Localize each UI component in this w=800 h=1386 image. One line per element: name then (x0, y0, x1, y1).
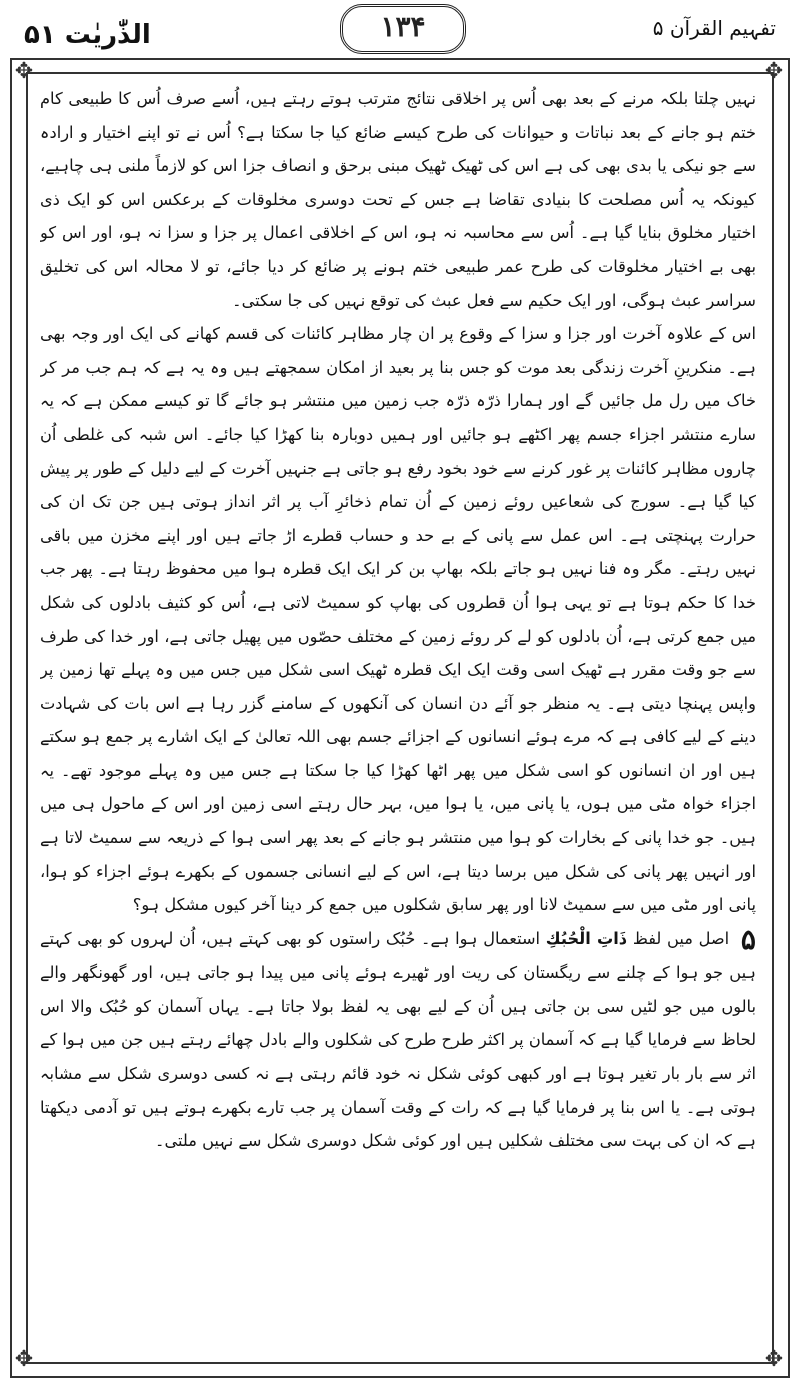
corner-ornament-icon: ✥ (14, 59, 34, 84)
footnote-number: ۵ (740, 922, 756, 956)
book-title: تفہیم القرآن ۵ (652, 16, 776, 40)
footnote (40, 922, 756, 1158)
page-number: ۱۳۴ (340, 4, 466, 54)
commentary-text (40, 82, 756, 1352)
corner-ornament-icon: ✥ (764, 1347, 784, 1372)
footnote-text-after: استعمال ہوا ہے۔ حُبُک راستوں کو بھی کہتے ہیں، اُن لہروں کو بھی کہتے ہیں جو ہوا کے چلنے سے ریگستان کی ریت اور ٹھیرے ہوئے پانی میں پیدا ہو جاتی ہیں، اور گھونگھر والے بالوں میں جو لٹیں سی بن جاتی ہیں اُن کے لیے بھی یہ لفظ بولا جاتا ہے۔ یہاں آسمان کو حُبُک والا اس لحاظ سے فرمایا گیا ہے کہ آسمان پر اکثر طرح طرح کی شکلوں والے بادل چھائے رہتے ہیں جن میں ہوا کے اثر سے بار بار تغیر ہوتا ہے اور کبھی کوئی شکل نہ خود قائم رہتی ہے نہ کسی دوسری شکل سے مشابہ ہوتی ہے۔ یا اس بنا پر فرمایا گیا ہے کہ رات کے وقت آسمان پر جب تارے بکھرے ہوتے ہیں تو آدمی دیکھتا ہے کہ ان کی بہت سی مختلف شکلیں ہیں اور کوئی شکل دوسری شکل سے نہیں ملتی۔ (40, 928, 756, 1151)
paragraph: اس کے علاوہ آخرت اور جزا و سزا کے وقوع پر ان چار مظاہر کائنات کی قسم کھانے کی ایک اور وجہ بھی ہے۔ منکرینِ آخرت زندگی بعد موت کو جس بنا پر بعید از امکان سمجھتے ہیں وہ یہ ہے کہ ہم جب مر کر خاک میں رل مل جائیں گے اور ہمارا ذرّہ ذرّہ جب زمین میں منتشر ہو جائے گا تو کیسے ممکن ہے کہ یہ سارے منتشر اجزاء جسم پھر اکٹھے ہو جائیں اور ہمیں دوبارہ بنا کھڑا کیا جائے۔ اس شبہ کی غلطی اُن چاروں مظاہر کائنات پر غور کرنے سے خود بخود رفع ہو جاتی ہے جنہیں آخرت کے لیے دلیل کے طور پر پیش کیا گیا ہے۔ سورج کی شعاعیں روئے زمین کے اُن تمام ذخائرِ آب پر اثر انداز ہوتی ہیں جن تک ان کی حرارت پہنچتی ہے۔ اس عمل سے پانی کے بے حد و حساب قطرے اڑ جاتے ہیں اور اپنے مخزن میں باقی نہیں رہتے۔ مگر وہ فنا نہیں ہو جاتے بلکہ بھاپ بن کر ایک ایک قطرہ ہوا میں محفوظ رہتا ہے۔ پھر جب خدا کا حکم ہوتا ہے تو یہی ہوا اُن قطروں کی بھاپ کو سمیٹ لاتی ہے، اُس کو کثیف بادلوں کی شکل میں جمع کرتی ہے، اُن بادلوں کو لے کر روئے زمین کے مختلف حصّوں میں پھیل جاتی ہے، اور خدا کی طرف سے جو وقت مقرر ہے ٹھیک اسی وقت ایک ایک قطرہ ٹھیک اسی شکل میں جس میں وہ پہلے تھا زمین پر واپس پہنچا دیتی ہے۔ یہ منظر جو آئے دن انسان کی آنکھوں کے سامنے گزر رہا ہے اس بات کی شہادت دینے کے لیے کافی ہے کہ مرے ہوئے انسانوں کے اجزائے جسم بھی اللہ تعالیٰ کے ایک اشارے پر جمع ہو سکتے ہیں اور ان انسانوں کو اسی شکل میں پھر اٹھا کھڑا کیا جا سکتا ہے جس میں وہ پہلے موجود تھے۔ یہ اجزاء خواہ مٹی میں ہوں، یا پانی میں، یا ہوا میں، بہر حال رہتے اسی زمین اور اس کے ماحول ہی میں ہیں۔ جو خدا پانی کے بخارات کو ہوا میں منتشر ہو جانے کے بعد پھر اسی ہوا کے ذریعہ سے سمیٹ لاتا ہے اور انہیں پھر پانی کی شکل میں برسا دیتا ہے، اس کے لیے انسانی جسموں کے بکھرے ہوئے اجزاء کو ہوا، پانی اور مٹی میں سے سمیٹ لانا اور پھر سابق شکلوں میں جمع کر دینا آخر کیوں مشکل ہو؟ (40, 324, 756, 915)
corner-ornament-icon: ✥ (14, 1347, 34, 1372)
footnote-term: ذَاتِ الْحُبُكِ (545, 928, 628, 948)
surah-name: الذّٰریٰت ۵۱ (24, 20, 151, 50)
footnote-text-before: اصل میں لفظ (632, 928, 730, 948)
page-header (0, 0, 800, 58)
corner-ornament-icon: ✥ (764, 59, 784, 84)
paragraph: نہیں چلتا بلکہ مرنے کے بعد بھی اُس پر اخلاقی نتائج مترتب ہوتے رہتے ہیں، اُسے صرف اُس کا طبیعی کام ختم ہو جانے کے بعد نباتات و حیوانات کی طرح کیسے ضائع کیا جا سکتا ہے؟ اُس نے تو اپنے اختیار و ارادہ سے جو نیکی یا بدی بھی کی ہے اس کی ٹھیک ٹھیک مبنی برحق و انصاف جزا اس کو لازماً ملنی ہی چاہیے، کیونکہ یہ اُس مصلحت کا بنیادی تقاضا ہے جس کے تحت دوسری مخلوقات کے برعکس اس کو ایک ذی اختیار مخلوق بنایا گیا ہے۔ اُس سے محاسبہ نہ ہو، اس کے اخلاقی اعمال پر جزا و سزا نہ ہو، اور اس کو بھی بے اختیار مخلوقات کی طرح عمر طبیعی ختم ہونے پر ضائع کر دیا جائے، تو لا محالہ اس کی تخلیق سراسر عبث ہوگی، اور ایک حکیم سے فعل عبث کی توقع نہیں کی جا سکتی۔ (40, 89, 756, 310)
